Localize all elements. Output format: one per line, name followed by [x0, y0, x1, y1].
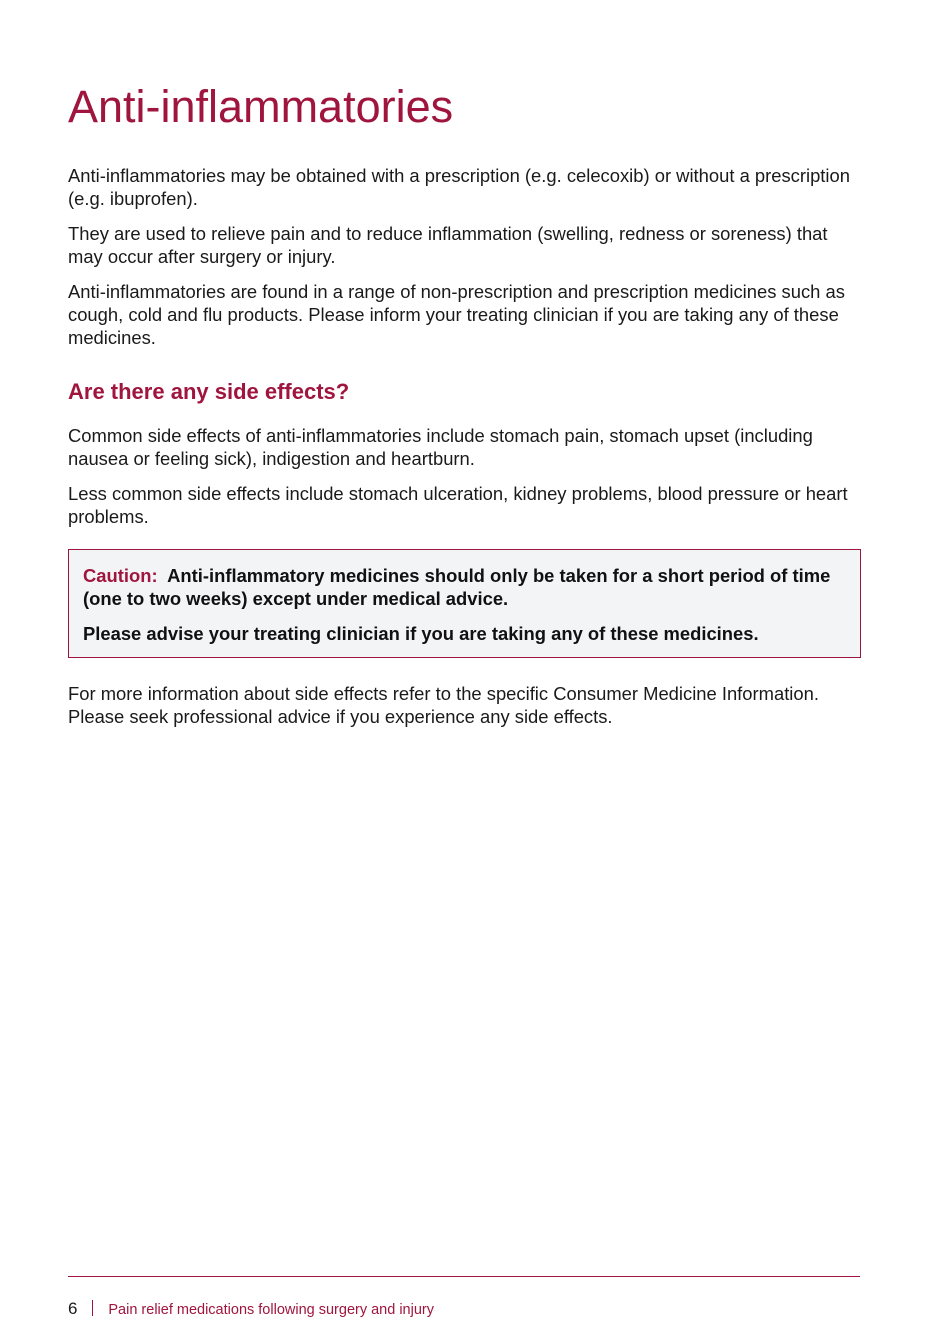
page-title: Anti-inflammatories: [68, 81, 454, 132]
intro-paragraph-2: They are used to relieve pain and to reduce inflammation (swelling, redness or soreness) that may occur after surgery or injury.: [68, 223, 828, 267]
page-number: 6: [68, 1299, 78, 1318]
footer-document-title: Pain relief medications following surgery and injury: [108, 1302, 434, 1318]
side-effects-paragraph-2: Less common side effects include stomach ulceration, kidney problems, blood pressure or heart problems.: [68, 483, 848, 527]
side-effects-heading: Are there any side effects?: [68, 379, 350, 404]
caution-text: Anti-inflammatory medicines should only be taken for a short period of time (one to two weeks) except under medical advice.: [83, 565, 831, 609]
footer-divider: [68, 1276, 860, 1277]
intro-paragraph-3: Anti-inflammatories are found in a range of non-prescription and prescription medicines such as cough, cold and flu products. Please inform your treating clinician if you are taking any of these medicines.: [68, 281, 845, 348]
caution-advice: Please advise your treating clinician if you are taking any of these medicines.: [83, 623, 759, 644]
caution-label: Caution:: [83, 565, 158, 586]
closing-paragraph: For more information about side effects refer to the specific Consumer Medicine Information. Please seek professional advice if you experience any side effects.: [68, 683, 819, 727]
intro-paragraph-1: Anti-inflammatories may be obtained with a prescription (e.g. celecoxib) or without a prescription (e.g. ibuprofen).: [68, 165, 850, 209]
caution-statement: [83, 564, 843, 610]
footer-separator: [92, 1300, 93, 1316]
page-footer: [68, 1298, 434, 1320]
caution-callout: [68, 549, 861, 658]
side-effects-paragraph-1: Common side effects of anti-inflammatories include stomach pain, stomach upset (including nausea or feeling sick), indigestion and heartburn.: [68, 425, 813, 469]
